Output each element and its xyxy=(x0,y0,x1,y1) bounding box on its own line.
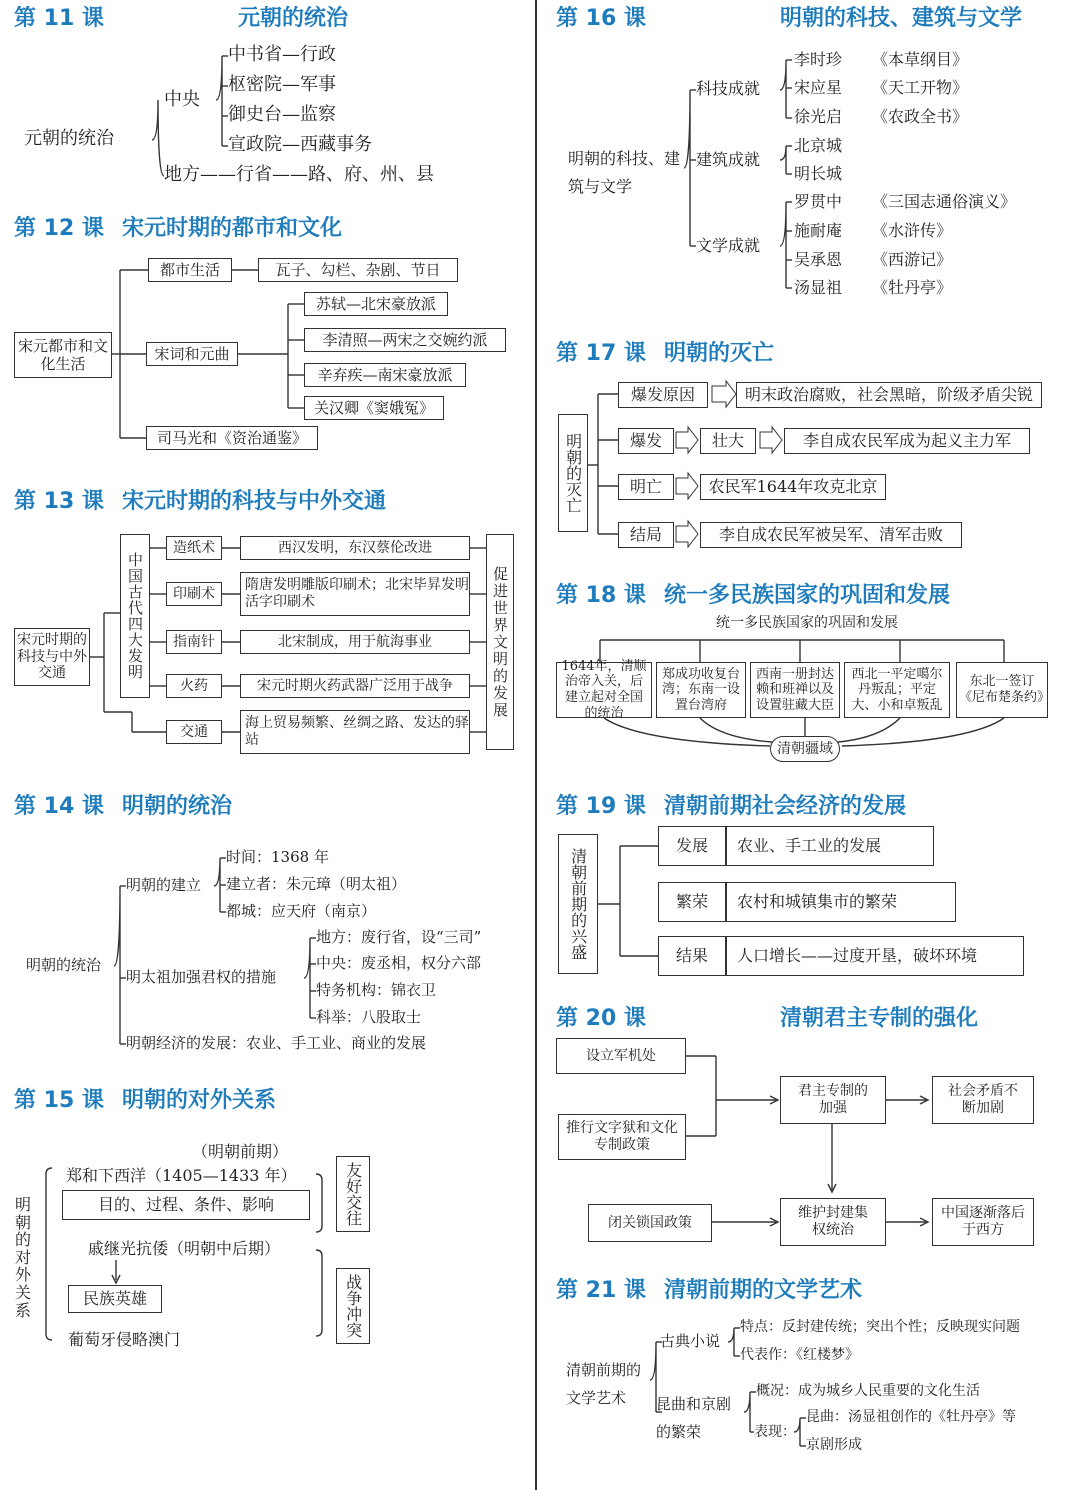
person: 罗贯中 xyxy=(794,192,843,211)
national-hero-box: 民族英雄 xyxy=(68,1285,162,1313)
founding-item: 时间：1368 年 xyxy=(226,848,329,866)
sci-achievement: 科技成就 xyxy=(696,79,761,98)
lesson-13-root: 宋元时期的科技与中外交通 xyxy=(14,628,90,686)
ming-economy: 明朝经济的发展：农业、手工业、商业的发展 xyxy=(126,1034,427,1052)
invention-key: 交通 xyxy=(166,720,222,744)
central-item: 枢密院—军事 xyxy=(228,74,336,95)
ending-box: 结局 xyxy=(618,522,674,548)
lesson-11-title: 元朝的统治 xyxy=(238,6,349,31)
invention-key: 造纸术 xyxy=(166,536,222,560)
measure-item: 中央：废丞相，权分六部 xyxy=(316,954,482,972)
invention-value: 隋唐发明雕版印刷术；北宋毕昇发明活字印刷术 xyxy=(240,572,470,616)
lesson-12-root: 宋元都市和文化生活 xyxy=(14,332,112,378)
closed-door-box: 闭关锁国政策 xyxy=(588,1204,712,1242)
capture-beijing-box: 农民军1644年攻克北京 xyxy=(700,474,886,500)
lesson-13-number: 第 13 课 xyxy=(14,489,104,514)
measure-item: 科举：八股取士 xyxy=(316,1008,422,1026)
result-key: 结果 xyxy=(658,936,726,976)
novel-item: 特点：反封建传统；突出个性；反映现实问题 xyxy=(740,1319,1020,1335)
lesson-19-root: 清朝前期的兴盛 xyxy=(558,834,598,974)
outbreak-box: 爆发 xyxy=(618,428,674,454)
measure-item: 地方：废行省，设“三司” xyxy=(316,928,482,946)
building: 明长城 xyxy=(794,164,843,183)
building: 北京城 xyxy=(794,136,843,155)
central-item: 御史台—监察 xyxy=(228,104,336,125)
work: 《本草纲目》 xyxy=(872,50,969,69)
person: 李时珍 xyxy=(794,50,843,69)
work: 《天工开物》 xyxy=(872,78,969,97)
policy-box: 东北一签订《尼布楚条约》 xyxy=(956,662,1048,718)
zhenghe-box: 目的、过程、条件、影响 xyxy=(62,1190,310,1220)
central-item: 中书省—行政 xyxy=(228,44,336,65)
cause-detail-box: 明末政治腐败，社会黑暗，阶级矛盾尖锐 xyxy=(736,382,1042,408)
feudal-rule-box: 维护封建集权统治 xyxy=(780,1198,886,1246)
lesson-14-number: 第 14 课 xyxy=(14,794,104,819)
falling-behind-box: 中国逐渐落后于西方 xyxy=(932,1198,1034,1246)
founding-item: 建立者：朱元璋（明太祖） xyxy=(226,875,407,893)
dev-value: 农业、手工业的发展 xyxy=(726,826,934,866)
lesson-16-title: 明朝的科技、建筑与文学 xyxy=(780,6,1023,31)
lesson-11-local: 地方——行省——路、府、州、县 xyxy=(164,164,434,185)
portugal-macau: 葡萄牙侵略澳门 xyxy=(68,1330,181,1349)
poet-box: 辛弃疾—南宋豪放派 xyxy=(304,363,466,387)
lesson-12-number: 第 12 课 xyxy=(14,216,104,241)
person: 汤显祖 xyxy=(794,278,843,297)
lesson-15-number: 第 15 课 xyxy=(14,1088,104,1113)
lesson-17-number: 第 17 课 xyxy=(556,341,646,366)
lesson-15-title: 明朝的对外关系 xyxy=(122,1088,277,1113)
work: 《三国志通俗演义》 xyxy=(872,192,1017,211)
person: 施耐庵 xyxy=(794,221,843,240)
person: 徐光启 xyxy=(794,107,843,126)
friendly-exchange-box: 友好交往 xyxy=(336,1156,370,1232)
lesson-11-central: 中央 xyxy=(164,89,200,110)
defeat-box: 李自成农民军被吴军、清军击败 xyxy=(700,522,962,548)
autocracy-box: 君主专制的加强 xyxy=(780,1076,886,1124)
policy-box: 西北一平定噶尔丹叛乱；平定大、小和卓叛乱 xyxy=(844,662,950,718)
central-item: 宣政院—西藏事务 xyxy=(228,134,372,155)
invention-value: 宋元时期火药武器广泛用于战争 xyxy=(240,674,470,698)
military-office-box: 设立军机处 xyxy=(556,1038,686,1074)
dev-key: 发展 xyxy=(658,826,726,866)
early-ming-label: （明朝前期） xyxy=(192,1142,289,1161)
lesson-15-root: 明朝的对外关系 xyxy=(14,1195,31,1320)
policy-box: 1644年，清顺治帝入关，后建立起对全国的统治 xyxy=(556,662,652,718)
cause-box: 爆发原因 xyxy=(618,382,708,408)
four-inventions-box: 中国古代四大发明 xyxy=(120,534,150,698)
work: 《农政全书》 xyxy=(872,107,969,126)
ci-qu-box: 宋词和元曲 xyxy=(146,342,238,366)
city-detail-box: 瓦子、勾栏、杂剧、节日 xyxy=(258,258,458,282)
main-force-box: 李自成农民军成为起义主力军 xyxy=(784,428,1030,454)
sima-box: 司马光和《资治通鉴》 xyxy=(146,426,318,450)
lesson-17-title: 明朝的灭亡 xyxy=(664,341,775,366)
lesson-12-title: 宋元时期的都市和文化 xyxy=(122,216,343,241)
poet-box: 关汉卿《窦娥冤》 xyxy=(304,396,444,420)
lesson-20-title: 清朝君主专制的强化 xyxy=(780,1006,979,1031)
grow-box: 壮大 xyxy=(700,428,756,454)
lesson-11-number: 第 11 课 xyxy=(14,6,104,31)
work: 《西游记》 xyxy=(872,250,953,269)
lesson-14-root: 明朝的统治 xyxy=(26,956,102,974)
lesson-18-number: 第 18 课 xyxy=(556,583,646,608)
invention-value: 北宋制成，用于航海事业 xyxy=(240,630,470,654)
policy-box: 郑成功收复台湾；东南一设置台湾府 xyxy=(656,662,746,718)
person: 宋应星 xyxy=(794,78,843,97)
fall-box: 明亡 xyxy=(618,474,674,500)
literary-inquisition-box: 推行文字狱和文化专制政策 xyxy=(558,1114,686,1160)
result-value: 人口增长——过度开垦，破坏环境 xyxy=(726,936,1024,976)
lesson-14-title: 明朝的统治 xyxy=(122,794,233,819)
war-conflict-box: 战争冲突 xyxy=(336,1268,370,1344)
ming-measures: 明太祖加强君权的措施 xyxy=(126,968,277,986)
lesson-11-root: 元朝的统治 xyxy=(24,128,114,149)
invention-key: 火药 xyxy=(166,674,222,698)
measure-item: 特务机构：锦衣卫 xyxy=(316,981,437,999)
prosper-key: 繁荣 xyxy=(658,882,726,922)
invention-key: 印刷术 xyxy=(166,582,222,606)
poet-box: 李清照—两宋之交婉约派 xyxy=(304,328,506,352)
person: 吴承恩 xyxy=(794,250,843,269)
arch-achievement: 建筑成就 xyxy=(696,150,761,169)
lesson-21-root: 清朝前期的文学艺术 xyxy=(566,1361,642,1407)
show-item: 京剧形成 xyxy=(806,1437,862,1453)
promote-civilization-box: 促进世界文明的发展 xyxy=(486,534,514,750)
conflict-box: 社会矛盾不断加剧 xyxy=(932,1076,1034,1124)
prosper-value: 农村和城镇集市的繁荣 xyxy=(726,882,956,922)
lesson-16-root: 明朝的科技、建筑与文学 xyxy=(568,149,681,196)
opera-prosperity: 昆曲和京剧的繁荣 xyxy=(656,1395,732,1441)
classic-novel: 古典小说 xyxy=(660,1332,721,1350)
lesson-19-title: 清朝前期社会经济的发展 xyxy=(664,794,907,819)
invention-value: 西汉发明，东汉蔡伦改进 xyxy=(240,536,470,560)
lit-achievement: 文学成就 xyxy=(696,236,761,255)
opera-show-label: 表现： xyxy=(754,1424,796,1440)
qi-jiguang: 戚继光抗倭（明朝中后期） xyxy=(88,1239,281,1258)
lesson-21-number: 第 21 课 xyxy=(556,1278,646,1303)
novel-item: 代表作：《红楼梦》 xyxy=(740,1347,859,1363)
lesson-17-root: 明朝的灭亡 xyxy=(558,414,588,532)
ming-founding: 明朝的建立 xyxy=(126,876,202,894)
city-life-box: 都市生活 xyxy=(148,258,232,282)
invention-value: 海上贸易频繁、丝绸之路、发达的驿站 xyxy=(240,710,470,754)
opera-item: 概况：成为城乡人民重要的文化生活 xyxy=(756,1383,980,1399)
zhenghe-voyage: 郑和下西洋（1405—1433 年） xyxy=(66,1166,297,1185)
poet-box: 苏轼—北宋豪放派 xyxy=(304,292,448,316)
invention-key: 指南针 xyxy=(166,630,222,654)
founding-item: 都城：应天府（南京） xyxy=(226,902,377,920)
show-item: 昆曲：汤显祖创作的《牡丹亭》等 xyxy=(806,1409,1016,1425)
policy-box: 西南一册封达赖和班禅以及设置驻藏大臣 xyxy=(750,662,840,718)
lesson-16-number: 第 16 课 xyxy=(556,6,646,31)
lesson-20-number: 第 20 课 xyxy=(556,1006,646,1031)
lesson-18-title: 统一多民族国家的巩固和发展 xyxy=(664,583,951,608)
lesson-18-top: 统一多民族国家的巩固和发展 xyxy=(716,615,898,631)
qing-territory: 清朝疆域 xyxy=(770,736,840,762)
work: 《水浒传》 xyxy=(872,221,953,240)
lesson-19-number: 第 19 课 xyxy=(556,794,646,819)
lesson-21-title: 清朝前期的文学艺术 xyxy=(664,1278,863,1303)
work: 《牡丹亭》 xyxy=(872,278,953,297)
lesson-13-title: 宋元时期的科技与中外交通 xyxy=(122,489,387,514)
